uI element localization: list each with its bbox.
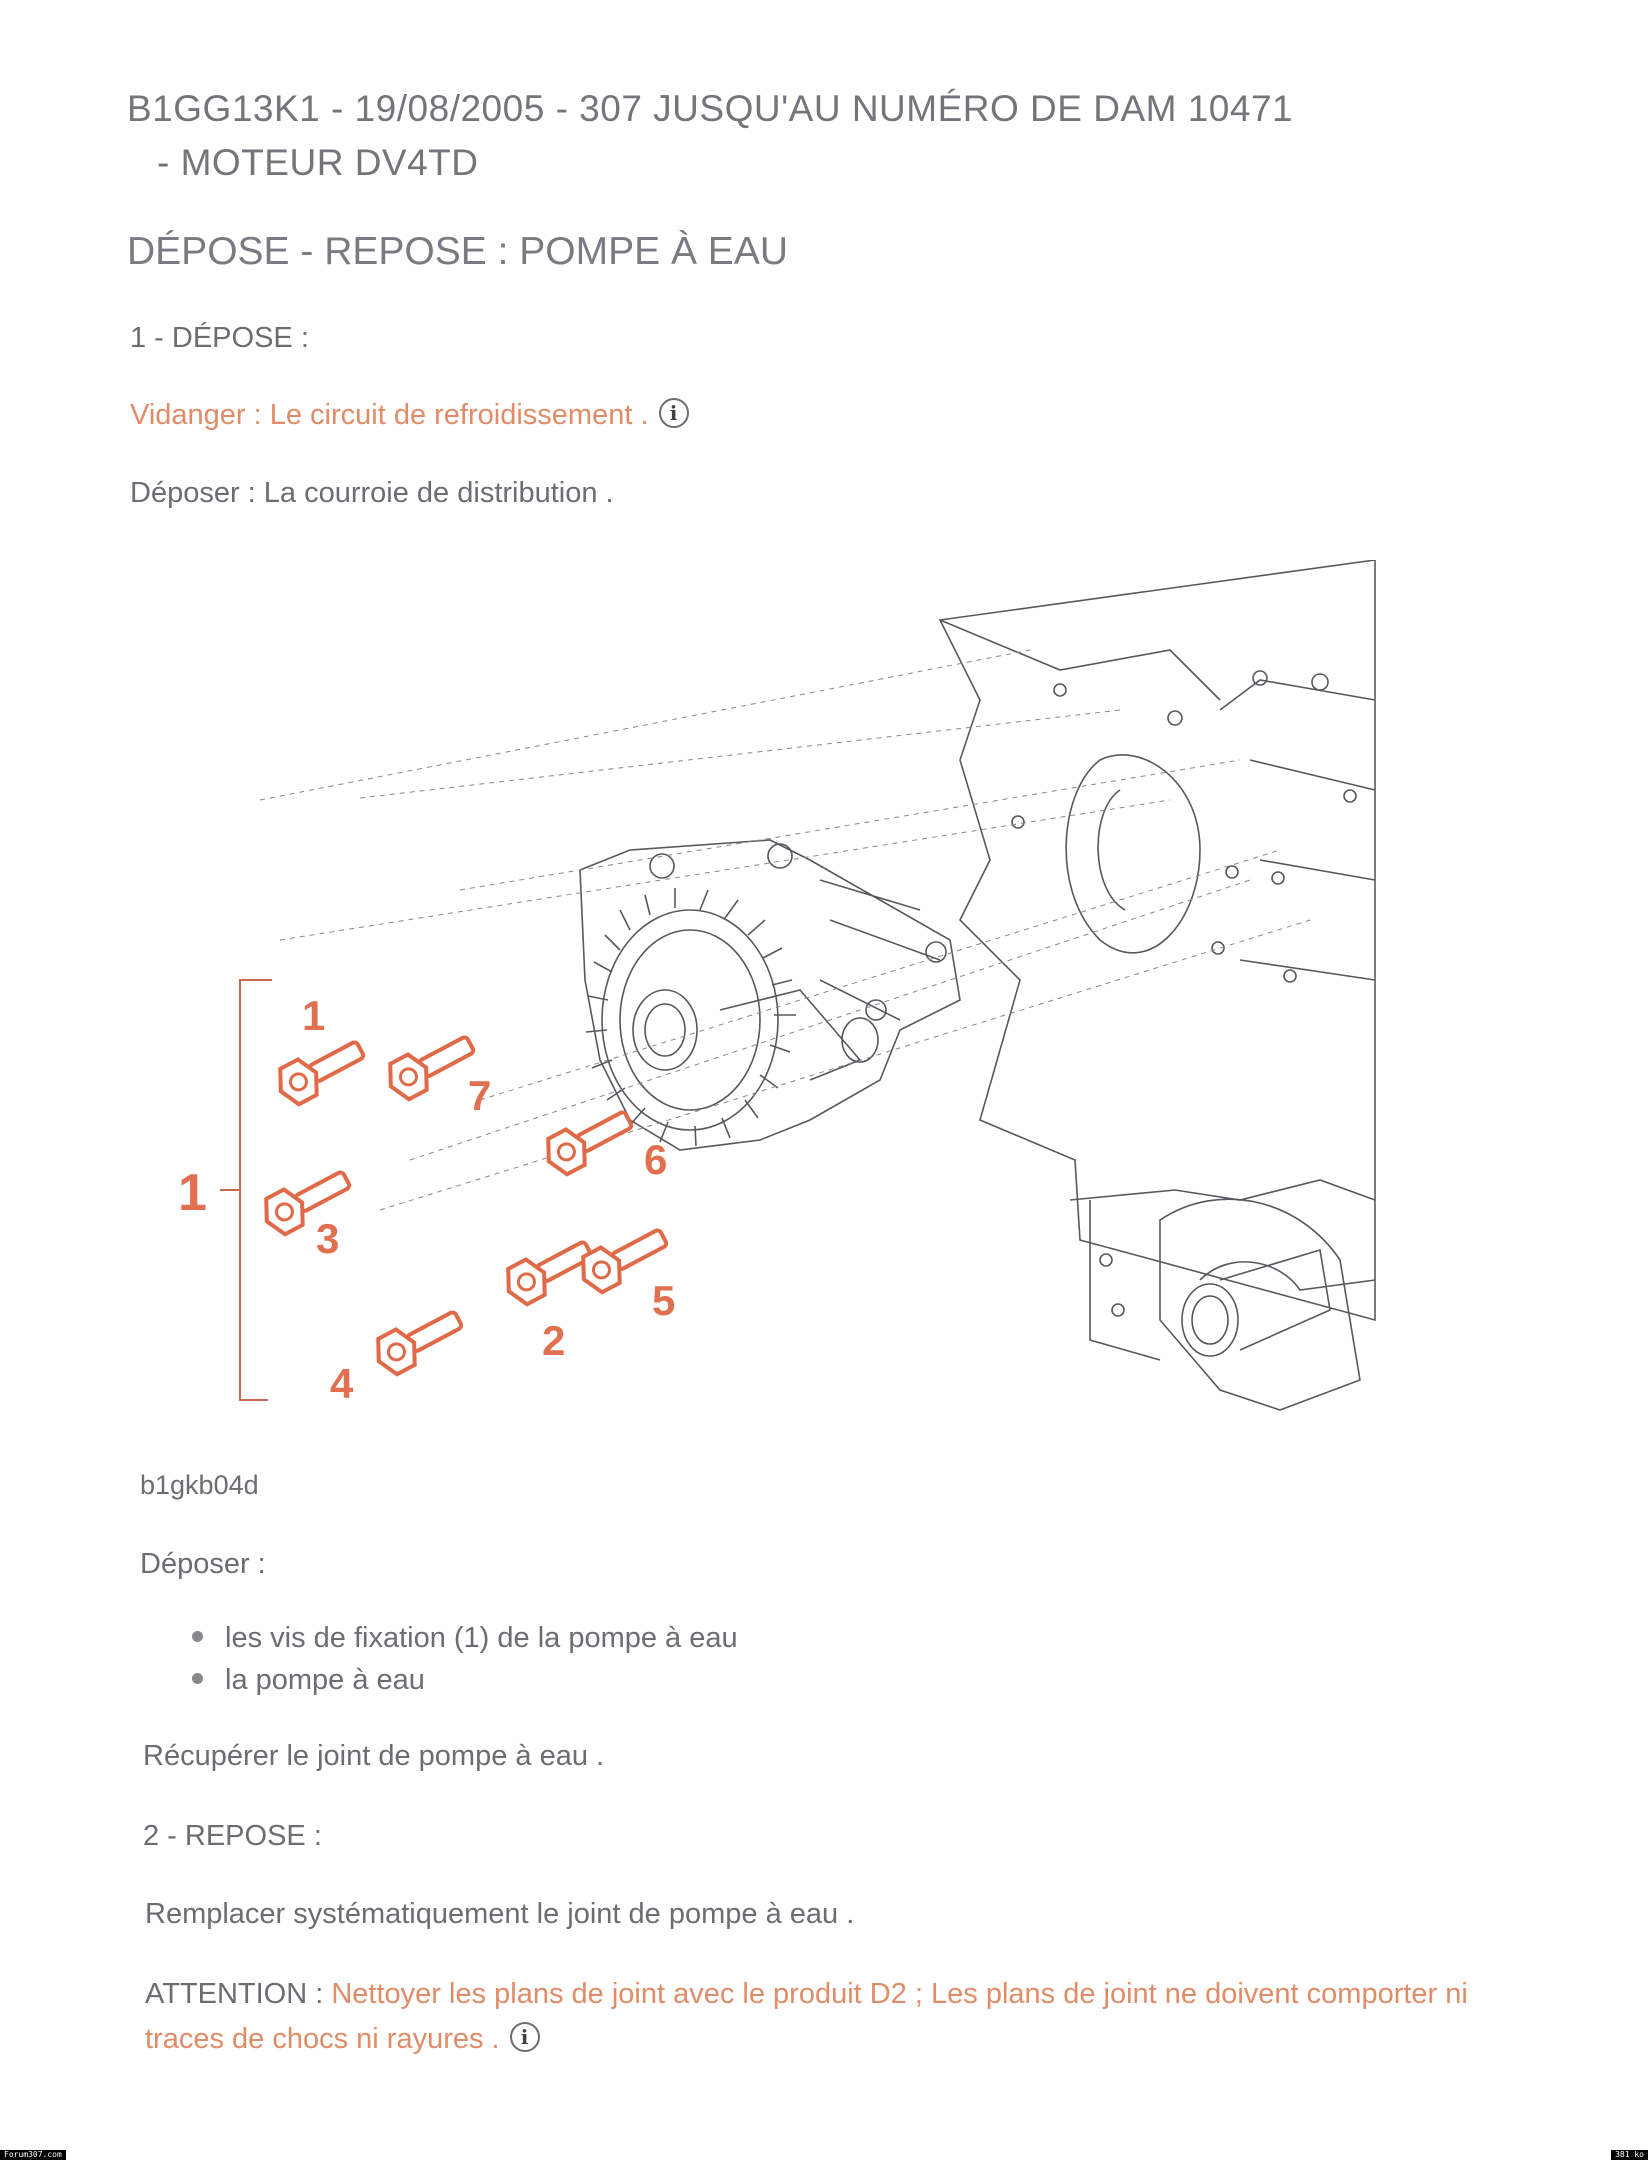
attention-label: ATTENTION :: [145, 1978, 324, 2010]
water-pump-drawing: [580, 840, 960, 1150]
step-drain-cooling-circuit: [130, 398, 689, 432]
callout-2: 2: [542, 1317, 566, 1364]
footer-size-label: 381 ko: [1611, 2150, 1648, 2160]
info-icon[interactable]: i: [510, 2022, 540, 2052]
callout-7: 7: [468, 1072, 492, 1119]
callout-3: 3: [316, 1215, 340, 1262]
list-item-text: la pompe à eau: [225, 1664, 425, 1696]
bolt-7: [381, 1026, 479, 1104]
callout-5: 5: [652, 1277, 676, 1324]
replace-gasket-step: Remplacer systématiquement le joint de pompe à eau .: [145, 1898, 855, 1930]
list-item: [192, 1664, 425, 1697]
bolt-3: [257, 1161, 355, 1239]
part1-heading: 1 - DÉPOSE :: [130, 322, 309, 354]
attention-note-line2: [145, 2022, 540, 2056]
attention-text-continued: traces de chocs ni rayures .: [145, 2023, 500, 2055]
list-item-text: les vis de fixation (1) de la pompe à eau: [225, 1622, 738, 1654]
bolt-6: [539, 1101, 637, 1179]
bolt-4: [369, 1301, 467, 1379]
bullet-icon: [192, 1673, 203, 1684]
water-pump-exploded-diagram: [160, 560, 1400, 1420]
document-header-line2: - MOTEUR DV4TD: [157, 142, 479, 183]
footer-site-label: Forum307.com: [0, 2150, 66, 2160]
engine-block-drawing: [940, 560, 1375, 1410]
attention-text: Nettoyer les plans de joint avec le produit D2 ; Les plans de joint ne doivent comporter ni: [331, 1978, 1468, 2010]
bolt-1: [271, 1031, 369, 1109]
figure-caption: b1gkb04d: [140, 1470, 259, 1500]
step-drain-text: Vidanger : Le circuit de refroidissement .: [130, 399, 649, 431]
bullet-icon: [192, 1631, 203, 1642]
part2-heading: 2 - REPOSE :: [143, 1820, 322, 1852]
step-remove-timing-belt: Déposer : La courroie de distribution .: [130, 477, 614, 509]
info-icon[interactable]: i: [659, 398, 689, 428]
document-header-line1: B1GG13K1 - 19/08/2005 - 307 JUSQU'AU NUMÉRO DE DAM 10471: [127, 88, 1294, 129]
callout-6: 6: [644, 1136, 668, 1183]
alignment-guide-lines: [260, 650, 1310, 1210]
section-title: DÉPOSE - REPOSE : POMPE À EAU: [127, 230, 789, 273]
recover-gasket-step: Récupérer le joint de pompe à eau .: [143, 1740, 605, 1772]
bracket-callout-label: 1: [178, 1164, 207, 1222]
callout-4: 4: [330, 1360, 354, 1407]
list-item: [192, 1622, 738, 1655]
callout-1: 1: [302, 992, 326, 1039]
remove-intro: Déposer :: [140, 1548, 266, 1580]
attention-note-line1: [145, 1978, 1468, 2011]
bolt-group-bracket: [240, 980, 272, 1400]
